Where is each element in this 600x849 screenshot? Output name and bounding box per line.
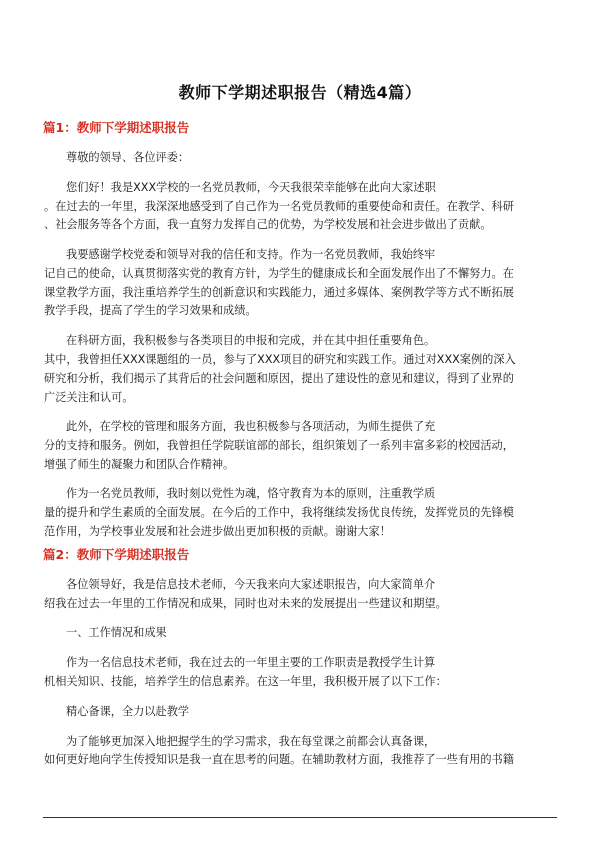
section-2-heading: 篇2：教师下学期述职报告 <box>43 547 190 562</box>
paragraph-line: 。在过去的一年里，我深深地感受到了自己作为一名党员教师的重要使命和责任。在教学、科研 <box>44 200 514 213</box>
paragraph-line: 量的提升和学生素质的全面发展。在今后的工作中，我将继续发扬优良传统，发挥党员的先锋模 <box>44 506 514 519</box>
paragraph-line: 教学手段，提高了学生的学习效果和成绩。 <box>44 304 257 317</box>
paragraph-line: 、社会服务等各个方面，我一直努力发挥自己的优势，为学校发展和社会进步做出了贡献。 <box>44 218 492 231</box>
footer-divider <box>43 817 557 818</box>
paragraph-line: 一、工作情况和成果 <box>66 626 167 639</box>
paragraph-line: 此外，在学校的管理和服务方面，我也积极参与各项活动，为师生提供了充 <box>66 420 436 433</box>
paragraph-line: 机相关知识、技能，培养学生的信息素养。在这一年里，我积极开展了以下工作： <box>44 675 447 688</box>
paragraph-line: 作为一名党员教师，我时刻以党性为魂，恪守教育为本的原则，注重教学质 <box>66 487 436 500</box>
paragraph-line: 其中，我曾担任XXX课题组的一员，参与了XXX项目的研究和实践工作。通过对XXX案例的深入 <box>44 353 516 366</box>
paragraph-line: 研究和分析，我们揭示了其背后的社会问题和原因，提出了建设性的意见和建议，得到了业界的 <box>44 372 514 385</box>
paragraph-line: 尊敬的领导、各位评委： <box>66 151 190 164</box>
section-1-heading: 篇1：教师下学期述职报告 <box>43 120 190 135</box>
paragraph-line: 作为一名信息技术老师，我在过去的一年里主要的工作职责是教授学生计算 <box>66 656 436 669</box>
paragraph-line: 为了能够更加深入地把握学生的学习需求，我在每堂课之前都会认真备课， <box>66 735 436 748</box>
paragraph-line: 如何更好地向学生传授知识是我一直在思考的问题。在辅助教材方面，我推荐了一些有用的书籍 <box>44 753 514 766</box>
paragraph-line: 我要感谢学校党委和领导对我的信任和支持。作为一名党员教师，我始终牢 <box>66 248 436 261</box>
paragraph-line: 精心备课，全力以赴教学 <box>66 705 190 718</box>
paragraph-line: 广泛关注和认可。 <box>44 391 134 404</box>
paragraph-line: 课堂教学方面，我注重培养学生的创新意识和实践能力，通过多媒体、案例教学等方式不断拓展 <box>44 286 514 299</box>
paragraph-line: 增强了师生的凝聚力和团队合作精神。 <box>44 458 235 471</box>
paragraph-line: 绍我在过去一年里的工作情况和成果，同时也对未来的发展提出一些建议和期望。 <box>44 597 447 610</box>
paragraph-line: 范作用，为学校事业发展和社会进步做出更加积极的贡献。谢谢大家！ <box>44 525 391 538</box>
paragraph-line: 各位领导好，我是信息技术老师，今天我来向大家述职报告，向大家简单介 <box>66 578 436 591</box>
paragraph-line: 在科研方面，我积极参与各类项目的申报和完成，并在其中担任重要角色。 <box>66 334 436 347</box>
document-title: 教师下学期述职报告（精选4篇） <box>178 83 422 102</box>
paragraph-line: 您们好！我是XXX学校的一名党员教师，今天我很荣幸能够在此向大家述职 <box>66 181 436 194</box>
paragraph-line: 分的支持和服务。例如，我曾担任学院联谊部的部长，组织策划了一系列丰富多彩的校园活动， <box>44 439 514 452</box>
paragraph-line: 记自己的使命，认真贯彻落实党的教育方针，为学生的健康成长和全面发展作出了不懈努力。在 <box>44 267 514 280</box>
